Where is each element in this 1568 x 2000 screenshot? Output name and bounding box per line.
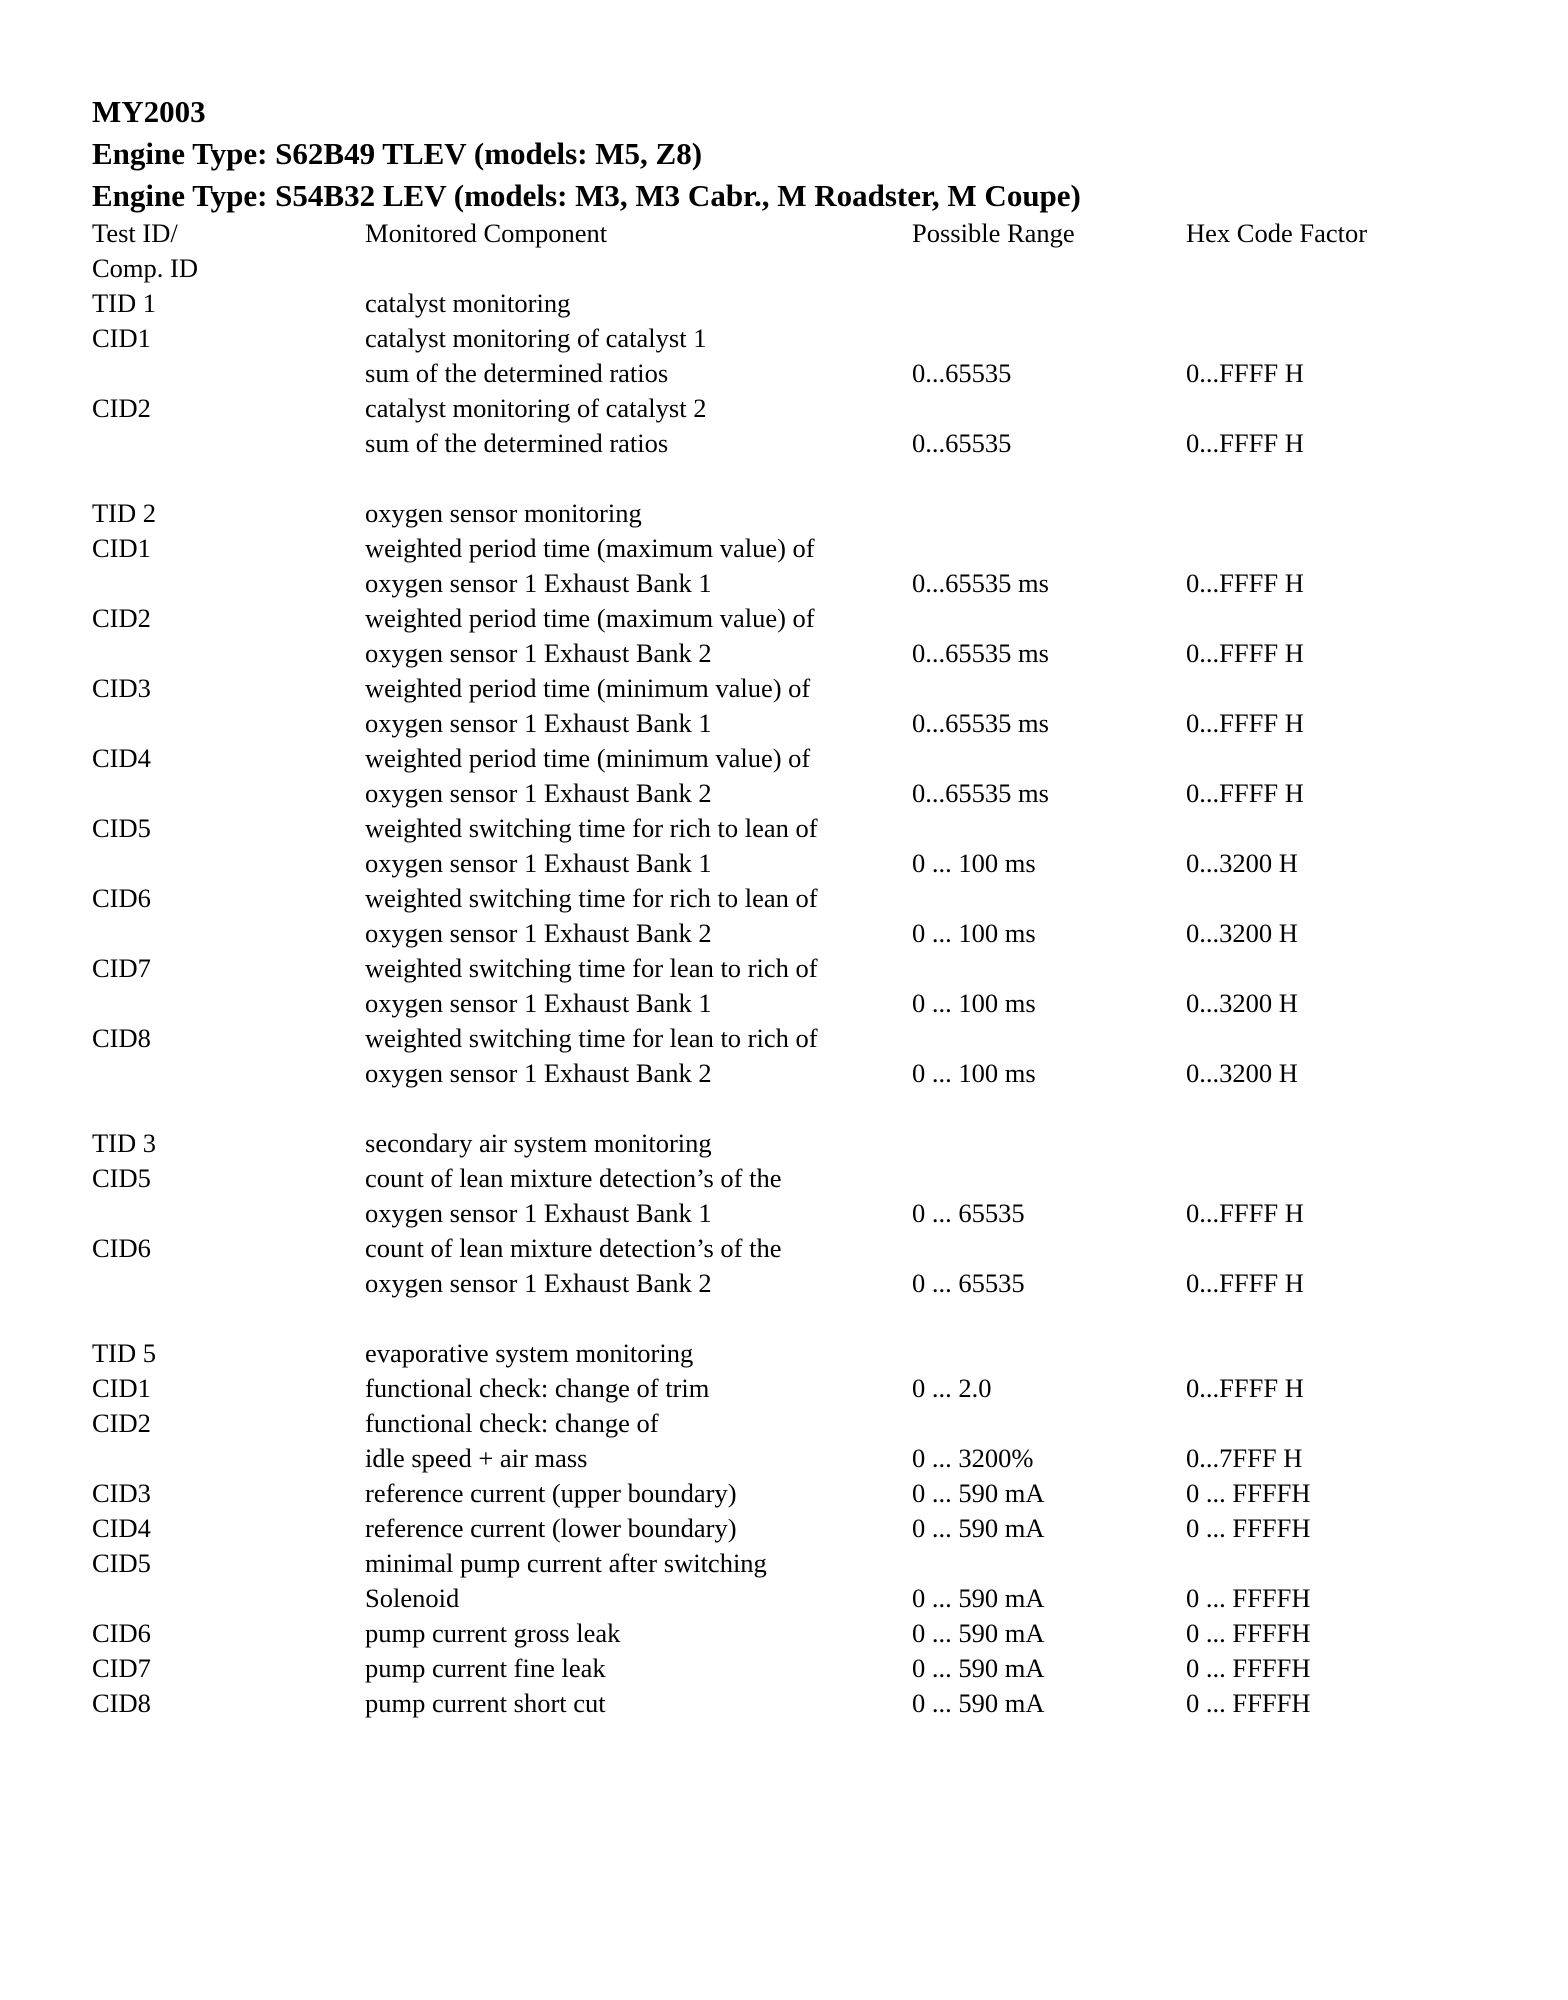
empty-cell — [1186, 1301, 1412, 1336]
possible-range: 0 ... 2.0 — [912, 1373, 992, 1403]
test-title: catalyst monitoring — [365, 288, 571, 318]
empty-cell — [1186, 1546, 1412, 1581]
empty-cell — [912, 671, 1186, 706]
possible-range: 0 ... 3200% — [912, 1443, 1034, 1473]
component-description-cont: oxygen sensor 1 Exhaust Bank 2 — [365, 1058, 712, 1088]
table-row-continuation — [92, 1056, 1412, 1091]
component-description: pump current fine leak — [365, 1653, 606, 1683]
component-id: CID3 — [92, 1478, 151, 1508]
component-description: weighted switching time for rich to lean of — [365, 883, 818, 913]
table-row — [92, 531, 1412, 566]
possible-range: 0...65535 — [912, 358, 1012, 388]
test-id: TID 3 — [92, 1128, 157, 1158]
empty-cell — [92, 1581, 365, 1616]
hex-code-factor: 0...FFFF H — [1186, 358, 1304, 388]
empty-cell — [1186, 1126, 1412, 1161]
empty-cell — [912, 1546, 1186, 1581]
table-row — [92, 951, 1412, 986]
component-description-cont: oxygen sensor 1 Exhaust Bank 2 — [365, 778, 712, 808]
component-description-cont: idle speed + air mass — [365, 1443, 588, 1473]
empty-cell — [1186, 601, 1412, 636]
table-row-continuation — [92, 846, 1412, 881]
empty-cell — [912, 286, 1186, 321]
empty-cell — [92, 1266, 365, 1301]
hex-code-factor: 0...FFFF H — [1186, 1198, 1304, 1228]
empty-cell — [92, 1056, 365, 1091]
component-description: weighted period time (minimum value) of — [365, 743, 811, 773]
test-group-row — [92, 1126, 1412, 1161]
empty-cell — [912, 1336, 1186, 1371]
table-row-continuation — [92, 916, 1412, 951]
component-description: weighted period time (minimum value) of — [365, 673, 811, 703]
section-spacer — [92, 461, 1412, 496]
hex-code-factor: 0...3200 H — [1186, 848, 1298, 878]
hex-code-factor: 0...3200 H — [1186, 918, 1298, 948]
header-monitored-component: Monitored Component — [365, 218, 608, 248]
empty-cell — [92, 986, 365, 1021]
component-description-cont: sum of the determined ratios — [365, 428, 669, 458]
empty-cell — [912, 951, 1186, 986]
table-row — [92, 601, 1412, 636]
empty-cell — [1186, 741, 1412, 776]
table-row-continuation — [92, 1581, 1412, 1616]
possible-range: 0 ... 590 mA — [912, 1513, 1045, 1543]
test-title: secondary air system monitoring — [365, 1128, 712, 1158]
hex-code-factor: 0 ... FFFFH — [1186, 1653, 1311, 1683]
component-id: CID8 — [92, 1688, 151, 1718]
component-description: weighted switching time for lean to rich of — [365, 953, 818, 983]
test-group-row — [92, 496, 1412, 531]
empty-cell — [912, 1126, 1186, 1161]
table-header-row-2 — [92, 251, 1412, 286]
header-possible-range: Possible Range — [912, 218, 1075, 248]
hex-code-factor: 0 ... FFFFH — [1186, 1478, 1311, 1508]
possible-range: 0...65535 ms — [912, 568, 1049, 598]
empty-cell — [92, 1196, 365, 1231]
component-id: CID7 — [92, 1653, 151, 1683]
empty-cell — [912, 1021, 1186, 1056]
empty-cell — [92, 461, 365, 496]
component-id: CID4 — [92, 743, 151, 773]
test-title: oxygen sensor monitoring — [365, 498, 642, 528]
empty-cell — [912, 1231, 1186, 1266]
table-row — [92, 321, 1412, 356]
component-id: CID6 — [92, 1618, 151, 1648]
component-id: CID1 — [92, 323, 151, 353]
component-description: weighted period time (maximum value) of — [365, 533, 815, 563]
possible-range: 0 ... 65535 — [912, 1198, 1025, 1228]
component-id: CID4 — [92, 1513, 151, 1543]
hex-code-factor: 0...FFFF H — [1186, 708, 1304, 738]
empty-cell — [912, 741, 1186, 776]
header-test-id: Test ID/ — [92, 218, 178, 248]
possible-range: 0 ... 590 mA — [912, 1618, 1045, 1648]
table-row — [92, 1406, 1412, 1441]
table-row — [92, 1511, 1412, 1546]
component-description: minimal pump current after switching — [365, 1548, 767, 1578]
hex-code-factor: 0 ... FFFFH — [1186, 1513, 1311, 1543]
component-description: catalyst monitoring of catalyst 2 — [365, 393, 707, 423]
empty-cell — [912, 881, 1186, 916]
table-row — [92, 1616, 1412, 1651]
table-row — [92, 1021, 1412, 1056]
empty-cell — [1186, 881, 1412, 916]
component-id: CID7 — [92, 953, 151, 983]
hex-code-factor: 0...FFFF H — [1186, 778, 1304, 808]
component-description: count of lean mixture detection’s of the — [365, 1163, 782, 1193]
empty-cell — [1186, 496, 1412, 531]
component-description: pump current short cut — [365, 1688, 606, 1718]
table-row-continuation — [92, 986, 1412, 1021]
component-description: weighted switching time for lean to rich of — [365, 1023, 818, 1053]
test-id: TID 1 — [92, 288, 157, 318]
empty-cell — [365, 1091, 912, 1126]
empty-cell — [912, 461, 1186, 496]
table-row-continuation — [92, 426, 1412, 461]
possible-range: 0 ... 590 mA — [912, 1478, 1045, 1508]
empty-cell — [92, 426, 365, 461]
component-description: functional check: change of trim — [365, 1373, 710, 1403]
component-description-cont: sum of the determined ratios — [365, 358, 669, 388]
empty-cell — [92, 1301, 365, 1336]
hex-code-factor: 0...FFFF H — [1186, 428, 1304, 458]
empty-cell — [92, 1441, 365, 1476]
empty-cell — [912, 321, 1186, 356]
empty-cell — [912, 391, 1186, 426]
component-description: reference current (lower boundary) — [365, 1513, 737, 1543]
empty-cell — [92, 356, 365, 391]
empty-cell — [1186, 461, 1412, 496]
empty-cell — [912, 531, 1186, 566]
possible-range: 0 ... 590 mA — [912, 1688, 1045, 1718]
test-group-row — [92, 286, 1412, 321]
table-row — [92, 1476, 1412, 1511]
engine-type-heading-s62: Engine Type: S62B49 TLEV (models: M5, Z8) — [92, 136, 703, 171]
empty-cell — [912, 1406, 1186, 1441]
table-row-continuation — [92, 1441, 1412, 1476]
possible-range: 0...65535 ms — [912, 778, 1049, 808]
table-row — [92, 811, 1412, 846]
header-hex-code-factor: Hex Code Factor — [1186, 218, 1368, 248]
empty-cell — [912, 601, 1186, 636]
empty-cell — [1186, 531, 1412, 566]
empty-cell — [365, 1301, 912, 1336]
empty-cell — [1186, 1336, 1412, 1371]
empty-cell — [912, 1161, 1186, 1196]
hex-code-factor: 0...FFFF H — [1186, 1373, 1304, 1403]
hex-code-factor: 0...3200 H — [1186, 1058, 1298, 1088]
table-row — [92, 741, 1412, 776]
empty-cell — [1186, 811, 1412, 846]
empty-cell — [1186, 1231, 1412, 1266]
empty-cell — [1186, 391, 1412, 426]
table-header-row — [92, 216, 1412, 251]
component-description: reference current (upper boundary) — [365, 1478, 737, 1508]
possible-range: 0...65535 — [912, 428, 1012, 458]
component-description: weighted switching time for rich to lean of — [365, 813, 818, 843]
possible-range: 0 ... 590 mA — [912, 1653, 1045, 1683]
empty-cell — [912, 811, 1186, 846]
test-id: TID 2 — [92, 498, 157, 528]
component-id: CID6 — [92, 1233, 151, 1263]
component-description-cont: oxygen sensor 1 Exhaust Bank 1 — [365, 568, 712, 598]
empty-cell — [1186, 1091, 1412, 1126]
empty-cell — [92, 566, 365, 601]
hex-code-factor: 0...FFFF H — [1186, 568, 1304, 598]
table-row-continuation — [92, 566, 1412, 601]
component-description: weighted period time (maximum value) of — [365, 603, 815, 633]
hex-code-factor: 0 ... FFFFH — [1186, 1688, 1311, 1718]
header-comp-id: Comp. ID — [92, 253, 198, 283]
component-description-cont: Solenoid — [365, 1583, 460, 1613]
component-id: CID5 — [92, 1163, 151, 1193]
empty-cell — [1186, 671, 1412, 706]
table-row-continuation — [92, 1196, 1412, 1231]
possible-range: 0 ... 65535 — [912, 1268, 1025, 1298]
component-id: CID3 — [92, 673, 151, 703]
table-row-continuation — [92, 356, 1412, 391]
component-id: CID6 — [92, 883, 151, 913]
empty-cell — [1186, 286, 1412, 321]
empty-cell — [92, 706, 365, 741]
hex-code-factor: 0...FFFF H — [1186, 1268, 1304, 1298]
table-row — [92, 1161, 1412, 1196]
component-id: CID2 — [92, 603, 151, 633]
possible-range: 0 ... 100 ms — [912, 848, 1036, 878]
empty-cell — [92, 1091, 365, 1126]
component-description-cont: oxygen sensor 1 Exhaust Bank 1 — [365, 848, 712, 878]
component-description-cont: oxygen sensor 1 Exhaust Bank 1 — [365, 988, 712, 1018]
empty-cell — [92, 846, 365, 881]
component-description: catalyst monitoring of catalyst 1 — [365, 323, 707, 353]
table-row-continuation — [92, 776, 1412, 811]
table-row — [92, 671, 1412, 706]
table-row — [92, 391, 1412, 426]
component-id: CID2 — [92, 393, 151, 423]
hex-code-factor: 0...7FFF H — [1186, 1443, 1303, 1473]
empty-cell — [365, 461, 912, 496]
possible-range: 0 ... 100 ms — [912, 988, 1036, 1018]
table-row-continuation — [92, 1266, 1412, 1301]
possible-range: 0...65535 ms — [912, 638, 1049, 668]
table-row — [92, 881, 1412, 916]
section-spacer — [92, 1301, 1412, 1336]
table-row — [92, 1651, 1412, 1686]
empty-cell — [92, 636, 365, 671]
component-id: CID1 — [92, 533, 151, 563]
component-description-cont: oxygen sensor 1 Exhaust Bank 1 — [365, 708, 712, 738]
model-year-heading: MY2003 — [92, 94, 206, 129]
empty-cell — [1186, 1021, 1412, 1056]
monitoring-table — [92, 216, 1412, 1721]
component-id: CID5 — [92, 1548, 151, 1578]
empty-cell — [92, 916, 365, 951]
hex-code-factor: 0...FFFF H — [1186, 638, 1304, 668]
empty-cell — [1186, 321, 1412, 356]
table-row — [92, 1686, 1412, 1721]
table-body — [92, 286, 1412, 1721]
hex-code-factor: 0 ... FFFFH — [1186, 1583, 1311, 1613]
empty-cell — [1186, 1161, 1412, 1196]
component-description: pump current gross leak — [365, 1618, 621, 1648]
component-description-cont: oxygen sensor 1 Exhaust Bank 2 — [365, 638, 712, 668]
component-description-cont: oxygen sensor 1 Exhaust Bank 2 — [365, 918, 712, 948]
empty-cell — [912, 1091, 1186, 1126]
possible-range: 0 ... 100 ms — [912, 918, 1036, 948]
test-group-row — [92, 1336, 1412, 1371]
empty-cell — [92, 776, 365, 811]
table-row-continuation — [92, 706, 1412, 741]
component-id: CID5 — [92, 813, 151, 843]
component-description-cont: oxygen sensor 1 Exhaust Bank 2 — [365, 1268, 712, 1298]
component-description: functional check: change of — [365, 1408, 659, 1438]
hex-code-factor: 0...3200 H — [1186, 988, 1298, 1018]
component-id: CID2 — [92, 1408, 151, 1438]
table-row — [92, 1231, 1412, 1266]
test-title: evaporative system monitoring — [365, 1338, 694, 1368]
empty-cell — [912, 1301, 1186, 1336]
possible-range: 0 ... 100 ms — [912, 1058, 1036, 1088]
section-spacer — [92, 1091, 1412, 1126]
empty-cell — [1186, 951, 1412, 986]
test-id: TID 5 — [92, 1338, 157, 1368]
table-row-continuation — [92, 636, 1412, 671]
possible-range: 0 ... 590 mA — [912, 1583, 1045, 1613]
empty-cell — [912, 496, 1186, 531]
component-description-cont: oxygen sensor 1 Exhaust Bank 1 — [365, 1198, 712, 1228]
engine-type-heading-s54: Engine Type: S54B32 LEV (models: M3, M3 Cabr., M Roadster, M Coupe) — [92, 178, 1081, 213]
possible-range: 0...65535 ms — [912, 708, 1049, 738]
component-id: CID8 — [92, 1023, 151, 1053]
hex-code-factor: 0 ... FFFFH — [1186, 1618, 1311, 1648]
table-row — [92, 1546, 1412, 1581]
component-id: CID1 — [92, 1373, 151, 1403]
table-row — [92, 1371, 1412, 1406]
empty-cell — [1186, 1406, 1412, 1441]
component-description: count of lean mixture detection’s of the — [365, 1233, 782, 1263]
